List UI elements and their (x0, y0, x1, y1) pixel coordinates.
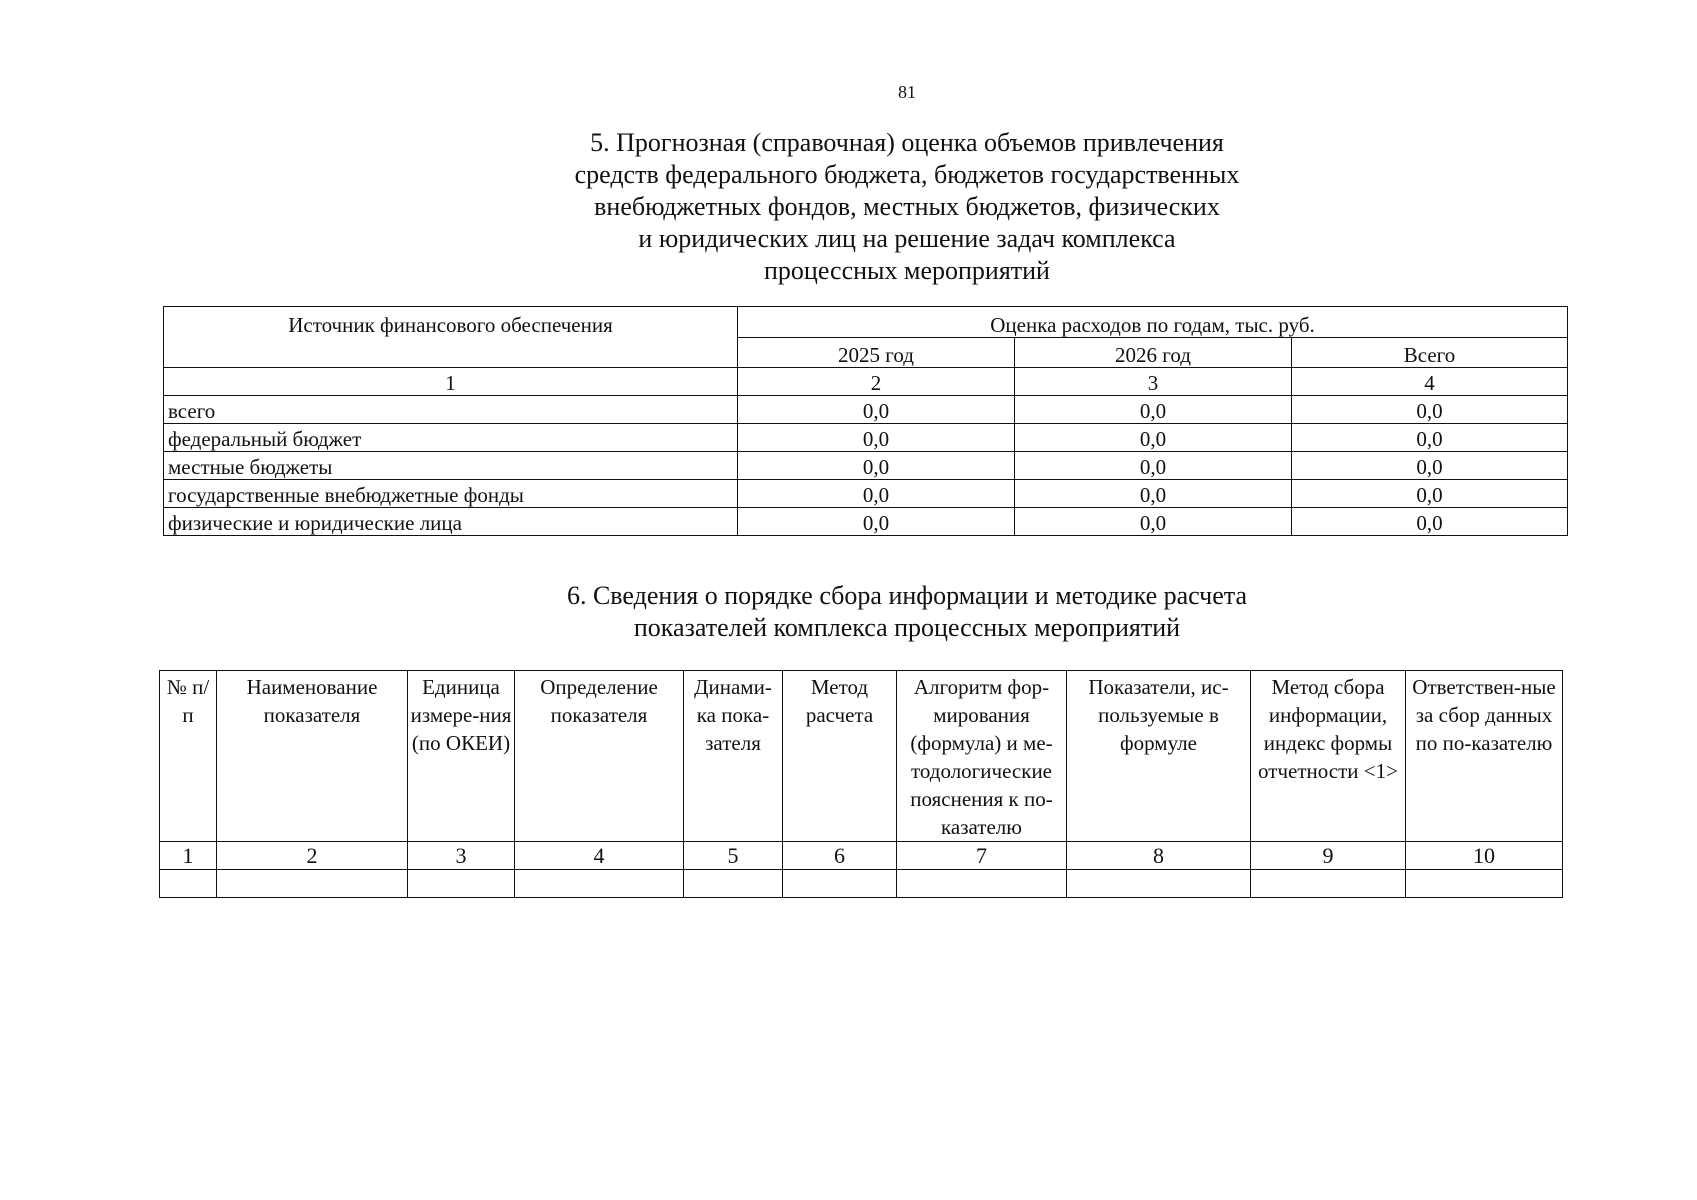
header-number: № п/п (160, 671, 217, 842)
row-source: всего (164, 396, 738, 424)
table-row (164, 480, 1568, 508)
column-number: 3 (1015, 368, 1292, 396)
header-definition: Определение показателя (515, 671, 684, 842)
empty-cell (217, 870, 408, 898)
section-5-title-line: 5. Прогнозная (справочная) оценка объемов привлечения (590, 128, 1224, 157)
section-5-title-line: и юридических лиц на решение задач комплекса (638, 224, 1176, 253)
table-header-row (160, 671, 1563, 842)
table-row (164, 424, 1568, 452)
cell-2026: 0,0 (1015, 424, 1292, 452)
column-number: 4 (515, 842, 684, 870)
empty-cell (160, 870, 217, 898)
column-number: 1 (160, 842, 217, 870)
cell-total: 0,0 (1292, 424, 1568, 452)
page-number: 81 (898, 82, 916, 102)
header-collection-method: Метод сбора информации, индекс формы отчетности <1> (1251, 671, 1406, 842)
column-number: 6 (783, 842, 897, 870)
section-5-title (0, 127, 1697, 287)
cell-2025: 0,0 (738, 508, 1015, 536)
empty-cell (783, 870, 897, 898)
cell-2025: 0,0 (738, 452, 1015, 480)
row-source: федеральный бюджет (164, 424, 738, 452)
header-algorithm: Алгоритм фор-мирования (формула) и ме-тодологические пояснения к по-казателю (897, 671, 1067, 842)
header-formula-indicators: Показатели, ис-пользуемые в формуле (1067, 671, 1251, 842)
empty-cell (515, 870, 684, 898)
empty-cell (1067, 870, 1251, 898)
empty-cell (1406, 870, 1563, 898)
column-number: 5 (684, 842, 783, 870)
header-indicator-name: Наименование показателя (217, 671, 408, 842)
section-5-title-line: внебюджетных фондов, местных бюджетов, физических (594, 192, 1220, 221)
cell-total: 0,0 (1292, 508, 1568, 536)
column-number: 7 (897, 842, 1067, 870)
cell-2026: 0,0 (1015, 452, 1292, 480)
section-6-title-line: 6. Сведения о порядке сбора информации и методике расчета (566, 581, 1248, 610)
header-calc-method: Метод расчета (783, 671, 897, 842)
section-5-title-line: процессных мероприятий (764, 256, 1050, 285)
empty-table-row (160, 870, 1563, 898)
row-source: государственные внебюджетные фонды (164, 480, 738, 508)
funding-estimate-table (163, 306, 1568, 536)
cell-2025: 0,0 (738, 396, 1015, 424)
empty-cell (897, 870, 1067, 898)
cell-total: 0,0 (1292, 396, 1568, 424)
column-number-row (164, 368, 1568, 396)
cell-2025: 0,0 (738, 424, 1015, 452)
column-number: 2 (738, 368, 1015, 396)
indicator-methodology-table (159, 670, 1563, 898)
table-row (164, 508, 1568, 536)
column-number: 4 (1292, 368, 1568, 396)
row-source: физические и юридические лица (164, 508, 738, 536)
column-number: 2 (217, 842, 408, 870)
section-6-title (0, 580, 1697, 644)
cell-2026: 0,0 (1015, 480, 1292, 508)
section-6-title-line: показателей комплекса процессных мероприятий (633, 613, 1181, 642)
cell-total: 0,0 (1292, 480, 1568, 508)
cell-2026: 0,0 (1015, 508, 1292, 536)
empty-cell (684, 870, 783, 898)
header-year-2026: 2026 год (1015, 337, 1292, 368)
column-number-row (160, 842, 1563, 870)
empty-cell (1251, 870, 1406, 898)
column-number: 9 (1251, 842, 1406, 870)
column-number: 10 (1406, 842, 1563, 870)
column-number: 3 (408, 842, 515, 870)
header-total: Всего (1292, 337, 1568, 368)
header-year-2025: 2025 год (738, 337, 1015, 368)
header-responsible: Ответствен-ные за сбор данных по по-казателю (1406, 671, 1563, 842)
empty-cell (408, 870, 515, 898)
cell-total: 0,0 (1292, 452, 1568, 480)
table-row (164, 396, 1568, 424)
header-source: Источник финансового обеспечения (164, 307, 738, 368)
header-dynamics: Динами-ка пока-зателя (684, 671, 783, 842)
column-number: 8 (1067, 842, 1251, 870)
header-unit: Единица измере-ния (по ОКЕИ) (408, 671, 515, 842)
section-5-title-line: средств федерального бюджета, бюджетов государственных (574, 160, 1240, 189)
column-number: 1 (164, 368, 738, 396)
table-row (164, 452, 1568, 480)
cell-2025: 0,0 (738, 480, 1015, 508)
table-header-row (164, 307, 1568, 338)
header-estimate: Оценка расходов по годам, тыс. руб. (738, 307, 1568, 338)
cell-2026: 0,0 (1015, 396, 1292, 424)
row-source: местные бюджеты (164, 452, 738, 480)
